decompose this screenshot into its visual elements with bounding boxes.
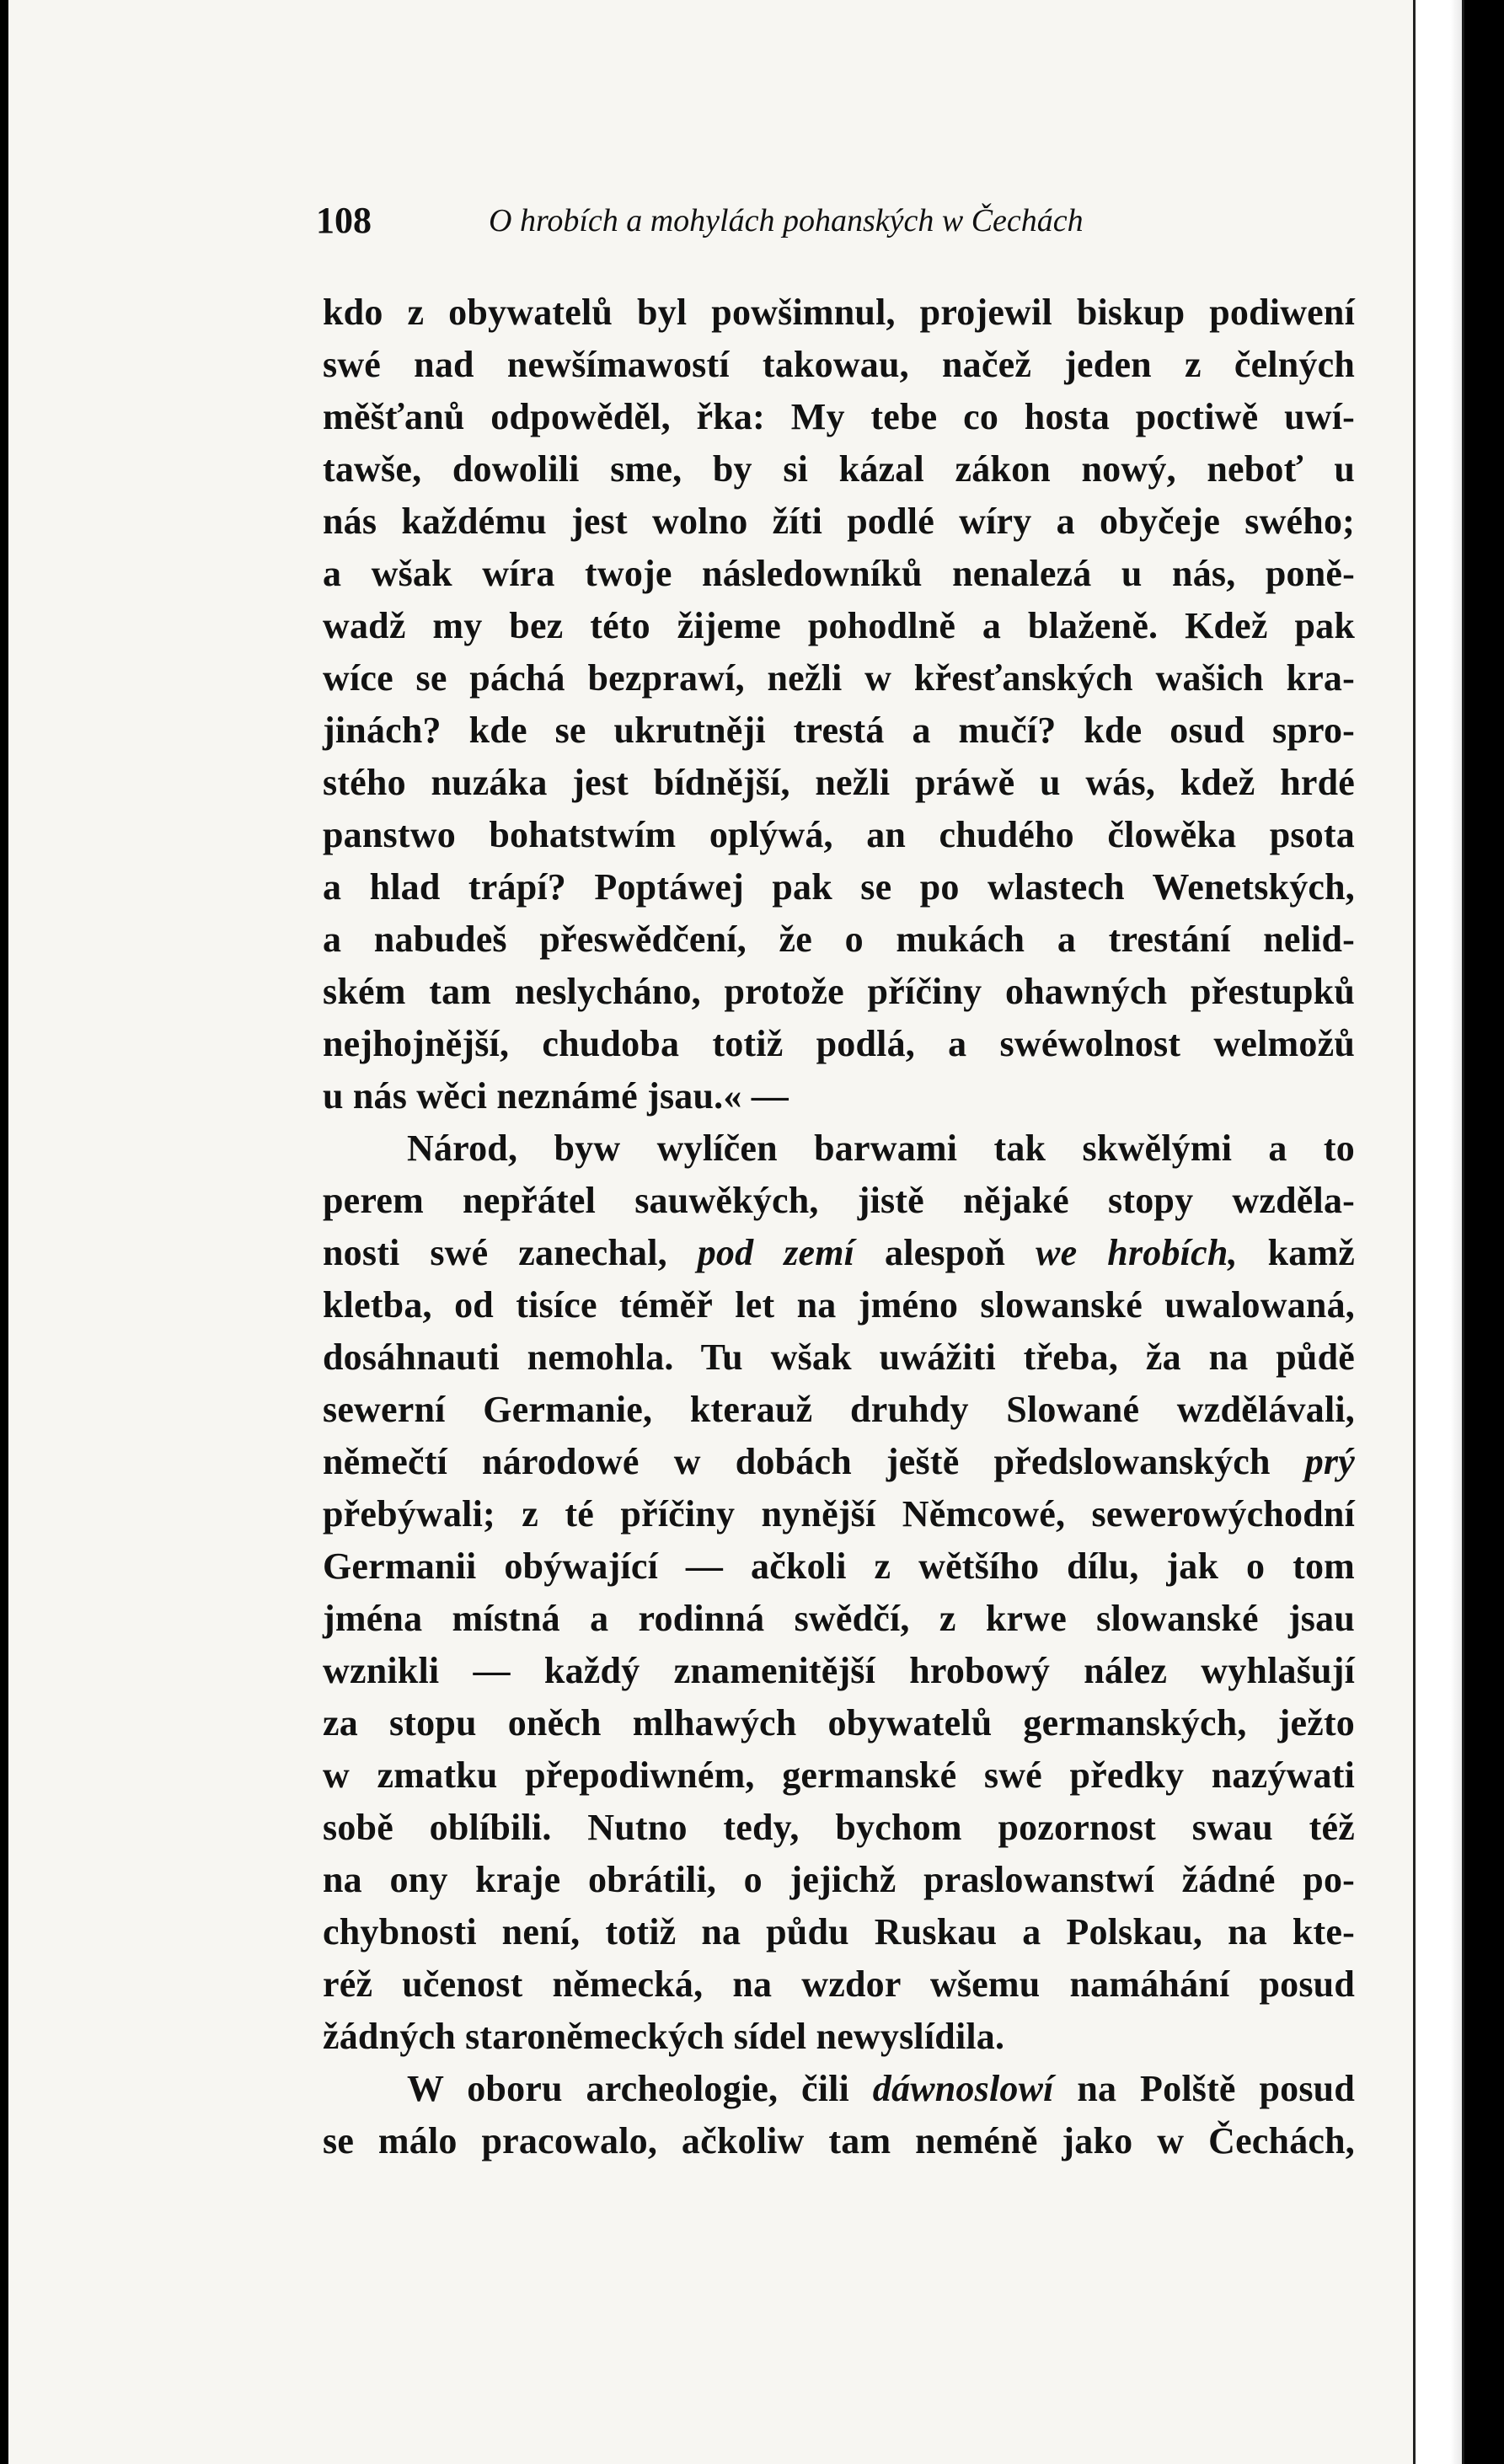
text-line: a wšak wíra twoje následowníků nenalezá u nás, poně- [323,553,1355,594]
text-line: panstwo bohatstwím oplýwá, an chudého člowěka psota [323,814,1355,855]
text-line: swé nad newšímawostí takowau, načež jeden z čelných [323,344,1355,385]
text-line [323,1436,1355,1488]
text-line: nás každému jest wolno žíti podlé wíry a obyčeje swého; [323,501,1355,542]
text-line: kdo z obywatelů byl powšimnul, projewil biskup podiwení [323,292,1355,333]
page-number: 108 [316,200,372,241]
text-line: nejhojnější, chudoba totiž podlá, a swéwolnost welmožů [323,1023,1355,1064]
text-line: se málo pracowalo, ačkoliw tam neméně jako w Čechách, [323,2120,1355,2161]
text-line: wadž my bez této žijeme pohodlně a blaženě. Kdež pak [323,605,1355,646]
text-run: W oboru archeologie, čili [407,2068,849,2109]
text-run: nosti swé zanechal, [323,1232,667,1273]
paragraph-3 [323,2063,1355,2167]
text-line: žádných staroněmeckých sídel newyslídila. [323,2016,1005,2057]
text-run: kamž [1267,1232,1356,1273]
text-line: wíce se páchá bezprawí, nežli w křesťanských wašich kra- [323,657,1355,699]
text-line: chybnosti není, totiž na půdu Ruskau a Polskau, na kte- [323,1911,1355,1952]
text-line: Národ, byw wylíčen barwami tak skwělými a to [407,1128,1355,1169]
italic-term: dáwnoslowí [872,2068,1054,2109]
text-line: na ony kraje obrátili, o jejichž praslowanstwí žádné po- [323,1859,1355,1900]
text-line [323,2063,1355,2115]
page-header [316,199,1175,249]
text-line [323,1227,1355,1279]
text-run: němečtí národowé w dobách ještě předslowanských [323,1441,1271,1482]
text-line: ském tam neslycháno, protože příčiny ohawných přestupků [323,971,1355,1012]
text-line: a nabudeš přeswědčení, že o mukách a trestání nelid- [323,919,1355,960]
text-line: přebýwali; z té příčiny nynější Němcowé, sewerowýchodní [323,1493,1355,1535]
italic-term: pod zemí [697,1232,855,1273]
text-line: za stopu oněch mlhawých obywatelů germanských, ježto [323,1702,1355,1744]
text-line: tawše, dowolili sme, by si kázal zákon nowý, neboť u [323,448,1355,490]
text-line: sewerní Germanie, kterauž druhdy Slowané wzdělávali, [323,1389,1355,1430]
paragraph-2 [323,1122,1355,2063]
text-line: měšťanů odpowěděl, řka: My tebe co hosta poctiwě uwí- [323,396,1355,437]
page-edge [1413,0,1462,2464]
text-line: w zmatku přepodiwném, germanské swé předky nazýwati [323,1754,1355,1796]
italic-term: we hrobích, [1036,1232,1238,1273]
text-run: alespoň [885,1232,1006,1273]
paragraph-1 [323,287,1355,1122]
text-line: dosáhnauti nemohla. Tu wšak uwážiti třeba, ža na půdě [323,1336,1355,1378]
text-line: u nás wěci neznámé jsau.« — [323,1075,789,1117]
body-text [323,287,1355,2167]
text-line: a hlad trápí? Poptáwej pak se po wlastech Wenetských, [323,866,1355,908]
text-line: wznikli — každý znamenitější hrobowý nález wyhlašují [323,1650,1355,1691]
text-line: sobě oblíbili. Nutno tedy, bychom pozornost swau též [323,1807,1355,1848]
text-line: Germanii obýwající — ačkoli z wětšího dílu, jak o tom [323,1545,1355,1587]
text-line: perem nepřátel sauwěkých, jistě nějaké stopy wzděla- [323,1180,1355,1221]
text-run: na Polště posud [1077,2068,1356,2109]
book-page [8,0,1464,2464]
text-line: kletba, od tisíce téměř let na jméno slowanské uwalowaná, [323,1284,1355,1326]
text-line: réž učenost německá, na wzdor wšemu namáhání posud [323,1963,1355,2005]
running-head: O hrobích a mohylách pohanských w Čechách [489,203,1084,238]
text-line: jinách? kde se ukrutněji trestá a mučí? kde osud spro- [323,710,1355,751]
text-line: jména místná a rodinná swědčí, z krwe slowanské jsau [323,1598,1355,1639]
italic-term: prý [1304,1441,1355,1482]
text-line: stého nuzáka jest bídnější, nežli práwě u wás, kdež hrdé [323,762,1355,803]
